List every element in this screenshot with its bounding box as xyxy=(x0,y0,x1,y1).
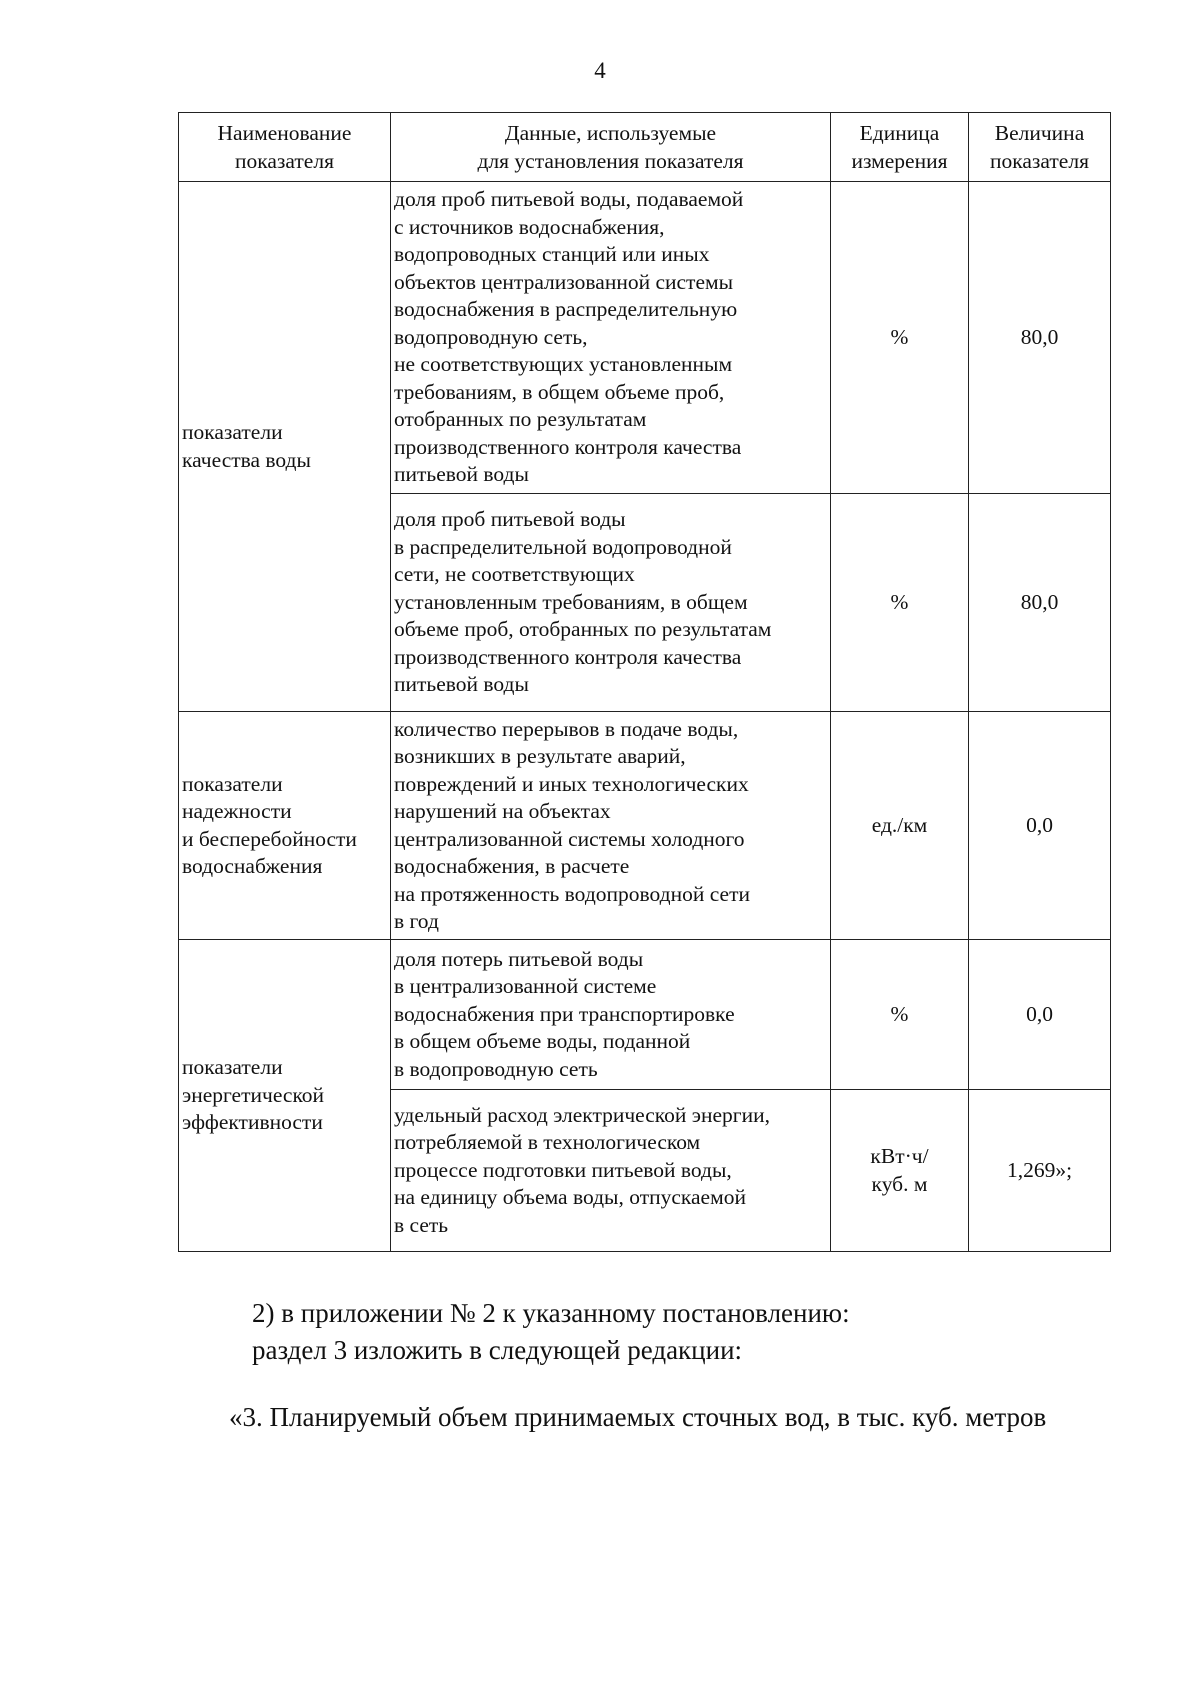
value-cell: 0,0 xyxy=(969,712,1111,940)
page-number: 4 xyxy=(594,58,606,83)
value-cell: 80,0 xyxy=(969,182,1111,494)
table-row xyxy=(179,182,1111,494)
table-body xyxy=(179,182,1111,1252)
value-cell: 80,0 xyxy=(969,494,1111,712)
unit-cell: кВт·ч/ куб. м xyxy=(831,1090,969,1252)
indicator-group-name: показатели энергетической эффективности xyxy=(179,940,391,1252)
indicators-table xyxy=(178,112,1111,1252)
header-unit: Единица измерения xyxy=(831,113,969,182)
indicator-group-name: показатели надежности и бесперебойности водоснабжения xyxy=(179,712,391,940)
table-row xyxy=(179,712,1111,940)
indicator-data-cell: доля проб питьевой воды в распределительной водопроводной сети, не соответствующих установленным требованиям, в общем объеме проб, отобранных по результатам производственного контроля качества питьевой воды xyxy=(391,494,831,712)
table-row xyxy=(179,940,1111,1090)
header-value: Величина показателя xyxy=(969,113,1111,182)
indicator-data-cell: удельный расход электрической энергии, потребляемой в технологическом процессе подготовки питьевой воды, на единицу объема воды, отпускаемой в сеть xyxy=(391,1090,831,1252)
paragraph-line-1: 2) в приложении № 2 к указанному постановлению: xyxy=(252,1298,850,1328)
header-name: Наименование показателя xyxy=(179,113,391,182)
indicator-data-cell: количество перерывов в подаче воды, возникших в результате аварий, повреждений и иных технологических нарушений на объектах централизованной системы холодного водоснабжения, в расчете на протяженность водопроводной сети в год xyxy=(391,712,831,940)
indicator-data-cell: доля проб питьевой воды, подаваемой с источников водоснабжения, водопроводных станций или иных объектов централизованной системы водоснабжения в распределительную водопроводную сеть, не соответствующих установленным требованиям, в общем объеме проб, отобранных по результатам производственного контроля качества питьевой воды xyxy=(391,182,831,494)
header-data: Данные, используемые для установления показателя xyxy=(391,113,831,182)
unit-cell: % xyxy=(831,494,969,712)
indicator-data-cell: доля потерь питьевой воды в централизованной системе водоснабжения при транспортировке в общем объеме воды, поданной в водопроводную сеть xyxy=(391,940,831,1090)
indicator-group-name: показатели качества воды xyxy=(179,182,391,712)
value-cell: 1,269»; xyxy=(969,1090,1111,1252)
value-cell: 0,0 xyxy=(969,940,1111,1090)
paragraph-line-2: раздел 3 изложить в следующей редакции: xyxy=(252,1335,743,1365)
paragraph-line-3: «3. Планируемый объем принимаемых сточных вод, в тыс. куб. метров xyxy=(229,1402,1047,1432)
unit-cell: ед./км xyxy=(831,712,969,940)
unit-cell: % xyxy=(831,940,969,1090)
unit-cell: % xyxy=(831,182,969,494)
table-header-row xyxy=(179,113,1111,182)
